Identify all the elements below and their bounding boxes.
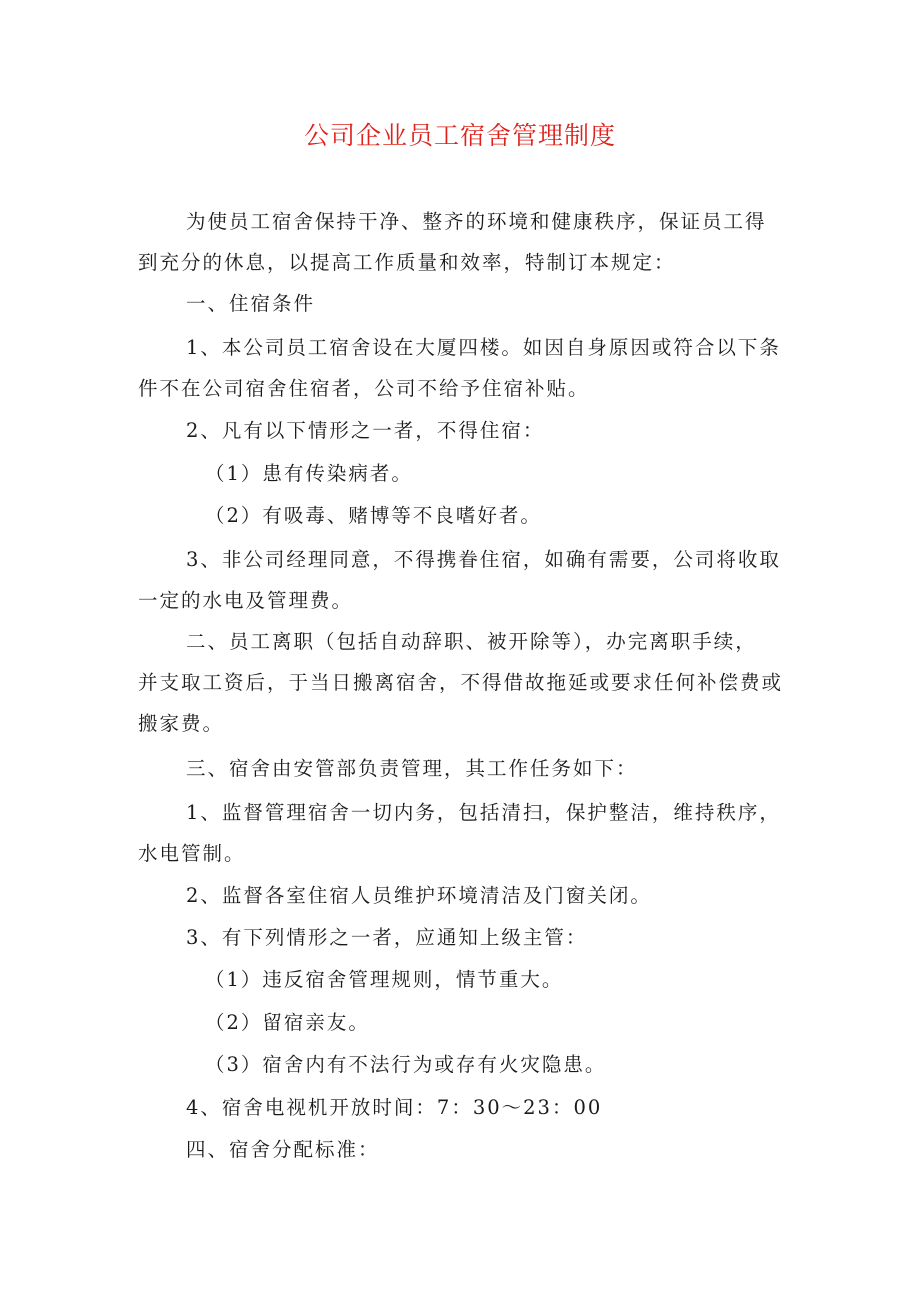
text-line: （2）有吸毒、赌博等不良嗜好者。 (205, 504, 542, 527)
text-line: 为使员工宿舍保持干净、整齐的环境和健康秩序，保证员工得 (186, 210, 767, 233)
section-heading (138, 283, 788, 324)
sub-clause (138, 959, 788, 1000)
text-line: 3、非公司经理同意，不得携眷住宿，如确有需要，公司将收取 (186, 548, 781, 571)
document-title: 公司企业员工宿舍管理制度 (303, 121, 616, 150)
clause-paragraph (138, 539, 788, 621)
sub-clause (138, 1044, 788, 1085)
text-line: 并支取工资后，于当日搬离宿舍，不得借故拖延或要求任何补偿费或 (138, 671, 784, 694)
clause-paragraph (138, 875, 788, 916)
text-line: （1）患有传染病者。 (205, 462, 413, 485)
sub-clause (138, 1002, 788, 1043)
text-line: 搬家费。 (138, 712, 225, 735)
text-line: 四、宿舍分配标准： (186, 1138, 380, 1161)
clause-paragraph (138, 792, 788, 874)
intro-paragraph (138, 201, 788, 283)
clause-paragraph (138, 327, 788, 409)
text-line: （1）违反宿舍管理规则，情节重大。 (205, 968, 564, 991)
clause-paragraph (138, 1087, 788, 1128)
text-line: 2、监督各室住宿人员维护环境清洁及门窗关闭。 (186, 884, 652, 907)
text-line: （2）留宿亲友。 (205, 1011, 370, 1034)
text-line: 二、员工离职（包括自动辞职、被开除等），办完离职手续， (186, 630, 757, 653)
text-line: 4、宿舍电视机开放时间：7：30～23：00 (186, 1096, 603, 1119)
text-line: 2、凡有以下情形之一者，不得住宿： (186, 419, 545, 442)
sub-clause (138, 495, 788, 536)
text-line: 水电管制。 (138, 842, 246, 865)
sub-clause (138, 453, 788, 494)
text-line: 三、宿舍由安管部负责管理，其工作任务如下： (186, 757, 638, 780)
text-line: 一、住宿条件 (186, 292, 316, 315)
clause-paragraph (138, 410, 788, 451)
text-line: 3、有下列情形之一者，应通知上级主管： (186, 926, 588, 949)
text-line: （3）宿舍内有不法行为或存有火灾隐患。 (205, 1053, 607, 1076)
text-line: 一定的水电及管理费。 (138, 589, 354, 612)
text-line: 件不在公司宿舍住宿者，公司不给予住宿补贴。 (138, 377, 590, 400)
section-heading (138, 748, 788, 789)
text-line: 1、监督管理宿舍一切内务，包括清扫，保护整洁，维持秩序， (186, 801, 781, 824)
section-heading (138, 1129, 788, 1170)
text-line: 到充分的休息，以提高工作质量和效率，特制订本规定： (138, 251, 676, 274)
text-line: 1、本公司员工宿舍设在大厦四楼。如因自身原因或符合以下条 (186, 336, 781, 359)
section-paragraph (138, 621, 788, 744)
clause-paragraph (138, 917, 788, 958)
